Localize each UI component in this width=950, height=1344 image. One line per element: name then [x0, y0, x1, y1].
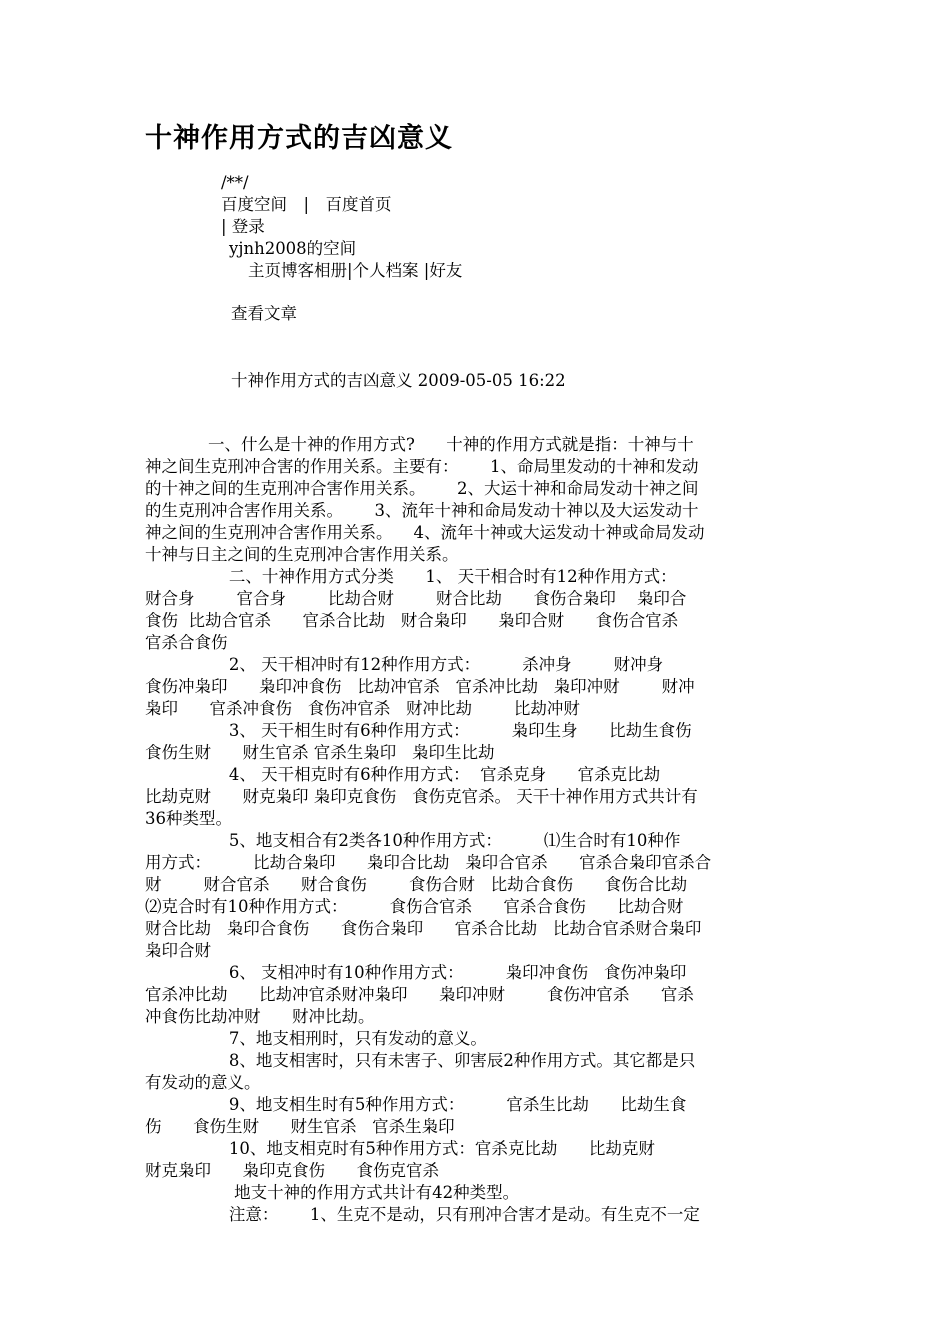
- body-line: ⑵克合时有10种作用方式： 食伤合官杀 官杀合食伤 比劫合财: [145, 897, 684, 916]
- article-heading: 十神作用方式的吉凶意义 2009-05-05 16:22: [231, 371, 566, 390]
- body-line: 一、什么是十神的作用方式? 十神的作用方式就是指：十神与十: [145, 435, 694, 454]
- view-article-heading: 查看文章: [231, 304, 297, 323]
- body-line: 注意： 1、生克不是动，只有刑冲合害才是动。有生克不一定: [145, 1205, 700, 1224]
- body-line: 枭印合财: [145, 941, 211, 960]
- body-line: 4、 天干相克时有6种作用方式： 官杀克身 官杀克比劫: [145, 765, 661, 784]
- article-body: [145, 434, 805, 1226]
- body-line: 枭印 官杀冲食伤 食伤冲官杀 财冲比劫 比劫冲财: [145, 699, 580, 718]
- body-line: 的生克刑冲合害作用关系。 3、流年十神和命局发动十神以及大运发动十: [145, 501, 699, 520]
- login-link[interactable]: | 登录: [221, 217, 265, 236]
- body-line: 7、地支相刑时，只有发动的意义。: [145, 1029, 487, 1048]
- body-line: 8、地支相害时，只有未害子、卯害辰2种作用方式。其它都是只: [145, 1051, 696, 1070]
- body-line: 3、 天干相生时有6种作用方式： 枭印生身 比劫生食伤: [145, 721, 692, 740]
- space-name: yjnh2008的空间: [229, 239, 357, 258]
- body-line: 神之间的生克刑冲合害作用关系。 4、流年十神或大运发动十神或命局发动: [145, 523, 705, 542]
- body-line: 财合身 官合身 比劫合财 财合比劫 食伤合枭印 枭印合: [145, 589, 687, 608]
- body-line: 2、 天干相冲时有12种作用方式： 杀冲身 财冲身: [145, 655, 664, 674]
- body-line: 食伤冲枭印 枭印冲食伤 比劫冲官杀 官杀冲比劫 枭印冲财 财冲: [145, 677, 695, 696]
- document-title: 十神作用方式的吉凶意义: [145, 123, 453, 154]
- body-line: 9、地支相生时有5种作用方式： 官杀生比劫 比劫生食: [145, 1095, 687, 1114]
- body-line: 官杀冲比劫 比劫冲官杀财冲枭印 枭印冲财 食伤冲官杀 官杀: [145, 985, 694, 1004]
- body-line: 6、 支相冲时有10种作用方式： 枭印冲食伤 食伤冲枭印: [145, 963, 687, 982]
- body-line: 用方式： 比劫合枭印 枭印合比劫 枭印合官杀 官杀合枭印官杀合: [145, 853, 712, 872]
- body-line: 神之间生克刑冲合害的作用关系。主要有： 1、命局里发动的十神和发动: [145, 457, 699, 476]
- space-nav-links[interactable]: 主页博客相册|个人档案 |好友: [248, 261, 463, 280]
- body-line: 比劫克财 财克枭印 枭印克食伤 食伤克官杀。 天干十神作用方式共计有: [145, 787, 698, 806]
- body-line: 地支十神的作用方式共计有42种类型。: [145, 1183, 520, 1202]
- baidu-nav-links[interactable]: 百度空间 | 百度首页: [221, 195, 392, 214]
- body-line: 有发动的意义。: [145, 1073, 261, 1092]
- body-line: 官杀合食伤: [145, 633, 228, 652]
- body-line: 财合比劫 枭印合食伤 食伤合枭印 官杀合比劫 比劫合官杀财合枭印: [145, 919, 702, 938]
- body-line: 食伤生财 财生官杀 官杀生枭印 枭印生比劫: [145, 743, 495, 762]
- body-line: 冲食伤比劫冲财 财冲比劫。: [145, 1007, 375, 1026]
- body-line: 财克枭印 枭印克食伤 食伤克官杀: [145, 1161, 439, 1180]
- body-line: 5、地支相合有2类各10种作用方式： ⑴生合时有10种作: [145, 831, 681, 850]
- body-line: 财 财合官杀 财合食伤 食伤合财 比劫合食伤 食伤合比劫: [145, 875, 688, 894]
- body-line: 十神与日主之间的生克刑冲合害作用关系。: [145, 545, 459, 564]
- body-line: 10、地支相克时有5种作用方式：官杀克比劫 比劫克财: [145, 1139, 655, 1158]
- body-line: 的十神之间的生克刑冲合害作用关系。 2、大运十神和命局发动十神之间: [145, 479, 699, 498]
- body-line: 食伤 比劫合官杀 官杀合比劫 财合枭印 枭印合财 食伤合官杀: [145, 611, 679, 630]
- body-line: 36种类型。: [145, 809, 232, 828]
- body-line: 二、十神作用方式分类 1、 天干相合时有12种作用方式：: [145, 567, 677, 586]
- body-line: 伤 食伤生财 财生官杀 官杀生枭印: [145, 1117, 455, 1136]
- header-comment: /**/: [221, 173, 249, 192]
